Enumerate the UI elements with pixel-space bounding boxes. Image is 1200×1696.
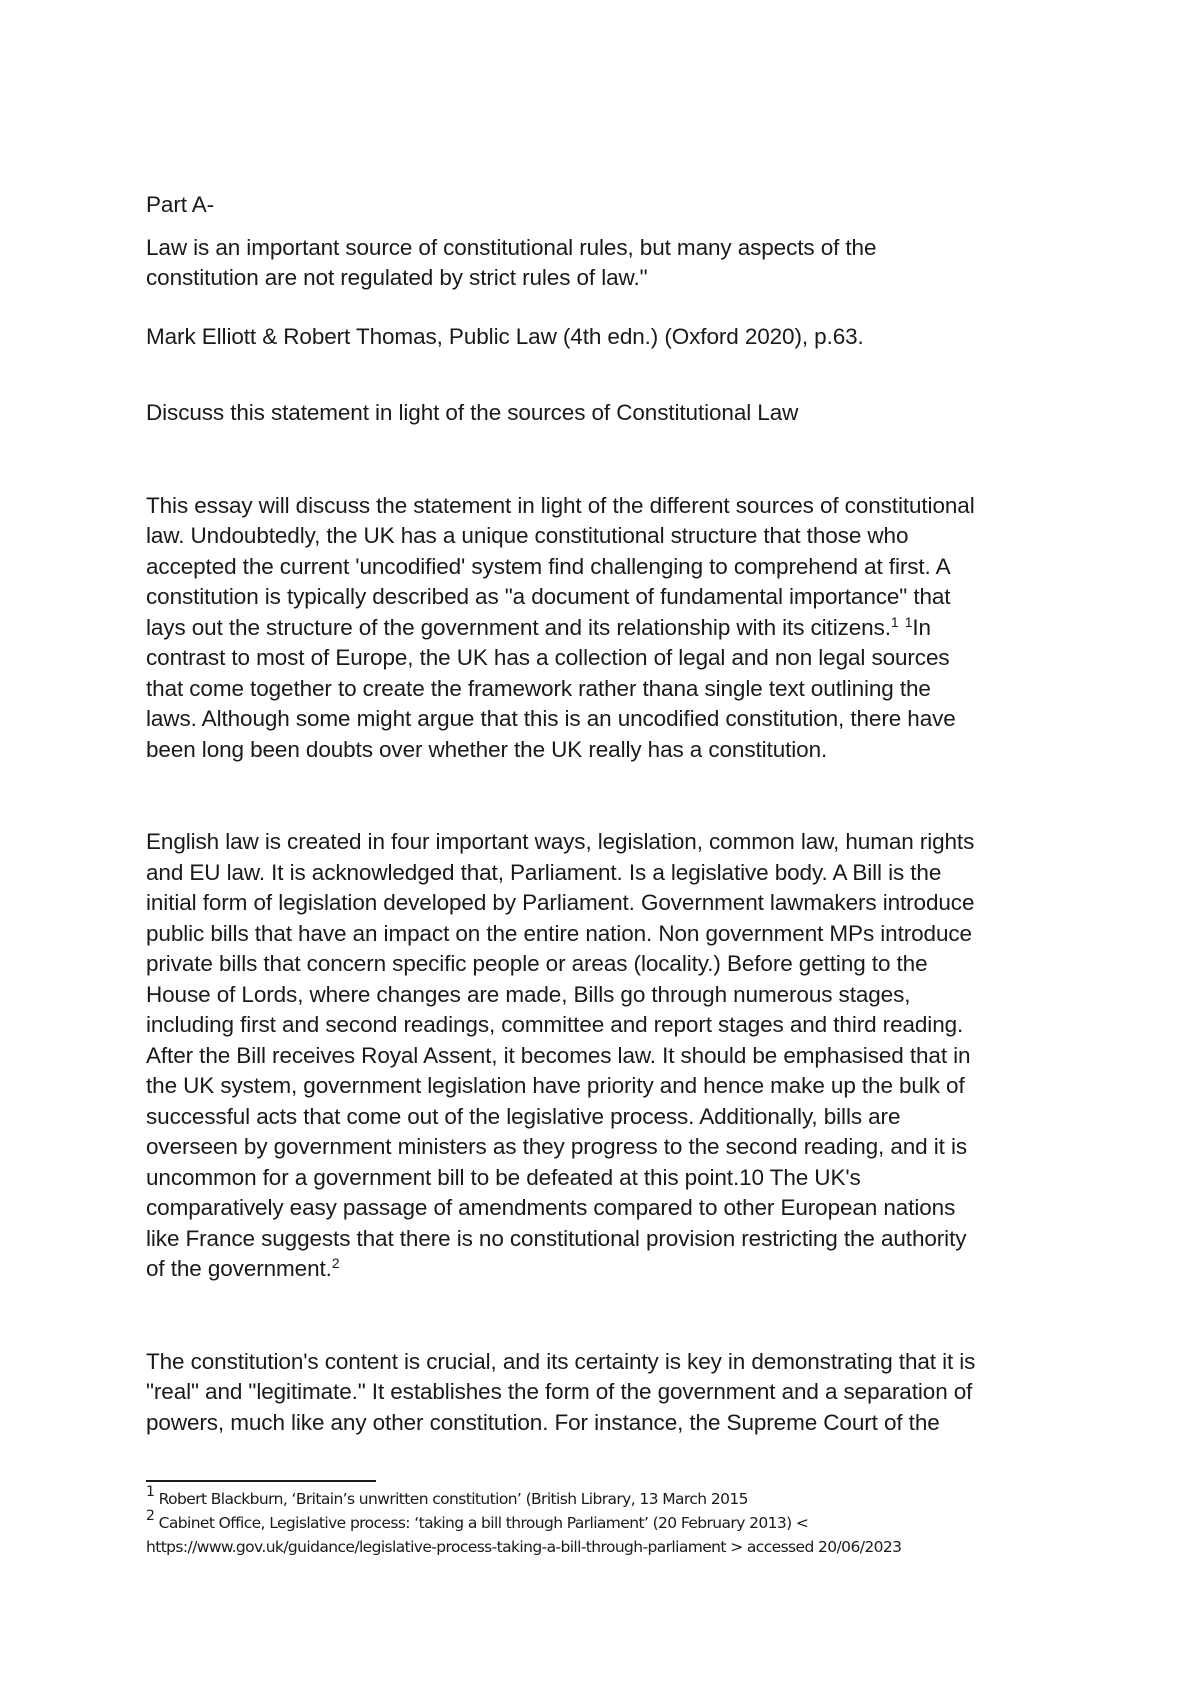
paragraph-legislation <box>146 827 1076 1285</box>
paragraph-line: After the Bill receives Royal Assent, it becomes law. It should be emphasised that in <box>146 1042 971 1068</box>
paragraph-line: successful acts that come out of the legislative process. Additionally, bills are <box>146 1103 901 1129</box>
paragraph-text: lays out the structure of the government and its relationship with its citizens. <box>146 614 891 640</box>
paragraph-line: English law is created in four important ways, legislation, common law, human rights <box>146 829 975 854</box>
paragraph-line <box>146 1254 1076 1285</box>
quote-line: constitution are not regulated by strict rules of law." <box>146 265 648 290</box>
quote-line: Law is an important source of constitutional rules, but many aspects of the <box>146 234 877 260</box>
paragraph-line: "real" and "legitimate." It establishes the form of the government and a separation of <box>146 1379 973 1404</box>
paragraph-line: powers, much like any other constitution. For instance, the Supreme Court of the <box>146 1409 940 1435</box>
paragraph-line: initial form of legislation developed by Parliament. Government lawmakers introduce <box>146 890 975 915</box>
paragraph-line: House of Lords, where changes are made, Bills go through numerous stages, <box>146 981 911 1007</box>
paragraph-line: contrast to most of Europe, the UK has a collection of legal and non legal sources <box>146 645 950 670</box>
paragraph-text: In <box>912 614 931 640</box>
paragraph-line: uncommon for a government bill to be defeated at this point.10 The UK's <box>146 1164 861 1190</box>
paragraph-line: overseen by government ministers as they progress to the second reading, and it is <box>146 1134 967 1159</box>
part-heading: Part A- <box>146 192 215 217</box>
paragraph-line: accepted the current 'uncodified' system find challenging to comprehend at first. A <box>146 553 951 579</box>
footnote-reference: 1 <box>890 613 899 630</box>
footnote-text: Robert Blackburn, ‘Britain’s unwritten constitution’ (British Library, 13 March 2015 <box>158 1490 748 1508</box>
footnote-separator <box>146 1480 376 1482</box>
paragraph-line: law. Undoubtedly, the UK has a unique constitutional structure that those who <box>146 523 909 548</box>
paragraph-line: comparatively easy passage of amendments compared to other European nations <box>146 1195 956 1220</box>
paragraph-line: and EU law. It is acknowledged that, Parliament. Is a legislative body. A Bill is the <box>146 859 942 885</box>
footnote-1 <box>146 1484 1086 1511</box>
footnotes <box>146 1480 1086 1559</box>
footnote-reference: 2 <box>331 1255 340 1271</box>
paragraph-introduction <box>146 491 1076 766</box>
essay-quote <box>146 233 1076 294</box>
paragraph-line: public bills that have an impact on the entire nation. Non government MPs introduce <box>146 920 972 946</box>
paragraph-line: constitution is typically described as "a document of fundamental importance" that <box>146 584 951 609</box>
paragraph-line: This essay will discuss the statement in light of the different sources of constitutional <box>146 492 975 518</box>
paragraph-line: laws. Although some might argue that this is an uncodified constitution, there have <box>146 706 956 731</box>
paragraph-line: The constitution's content is crucial, and its certainty is key in demonstrating that it is <box>146 1348 976 1374</box>
paragraph-line: been long been doubts over whether the UK really has a constitution. <box>146 736 828 762</box>
paragraph-line: that come together to create the framework rather thana single text outlining the <box>146 675 931 701</box>
footnote-reference: 1 <box>904 613 913 630</box>
quote-citation: Mark Elliott & Robert Thomas, Public Law (4th edn.) (Oxford 2020), p.63. <box>146 323 864 349</box>
footnote-mark: 1 <box>146 1484 155 1500</box>
paragraph-content <box>146 1347 1076 1439</box>
essay-question: Discuss this statement in light of the sources of Constitutional Law <box>146 400 799 425</box>
paragraph-line <box>146 613 1076 644</box>
paragraph-line: including first and second readings, committee and report stages and third reading. <box>146 1012 964 1037</box>
footnote-link[interactable]: https://www.gov.uk/guidance/legislative-process-taking-a-bill-through-parliament > accessed 20/06/2023 <box>146 1538 902 1556</box>
footnote-text: Cabinet Office, Legislative process: ‘taking a bill through Parliament’ (20 February 2013) < <box>158 1514 809 1532</box>
paragraph-line: private bills that concern specific people or areas (locality.) Before getting to the <box>146 951 928 976</box>
footnote-mark: 2 <box>146 1508 155 1524</box>
paragraph-text: of the government. <box>146 1256 332 1281</box>
document-body <box>146 190 1076 1438</box>
paragraph-line: the UK system, government legislation have priority and hence make up the bulk of <box>146 1073 965 1098</box>
footnote-2 <box>146 1508 1086 1535</box>
paragraph-line: like France suggests that there is no constitutional provision restricting the authority <box>146 1225 967 1251</box>
